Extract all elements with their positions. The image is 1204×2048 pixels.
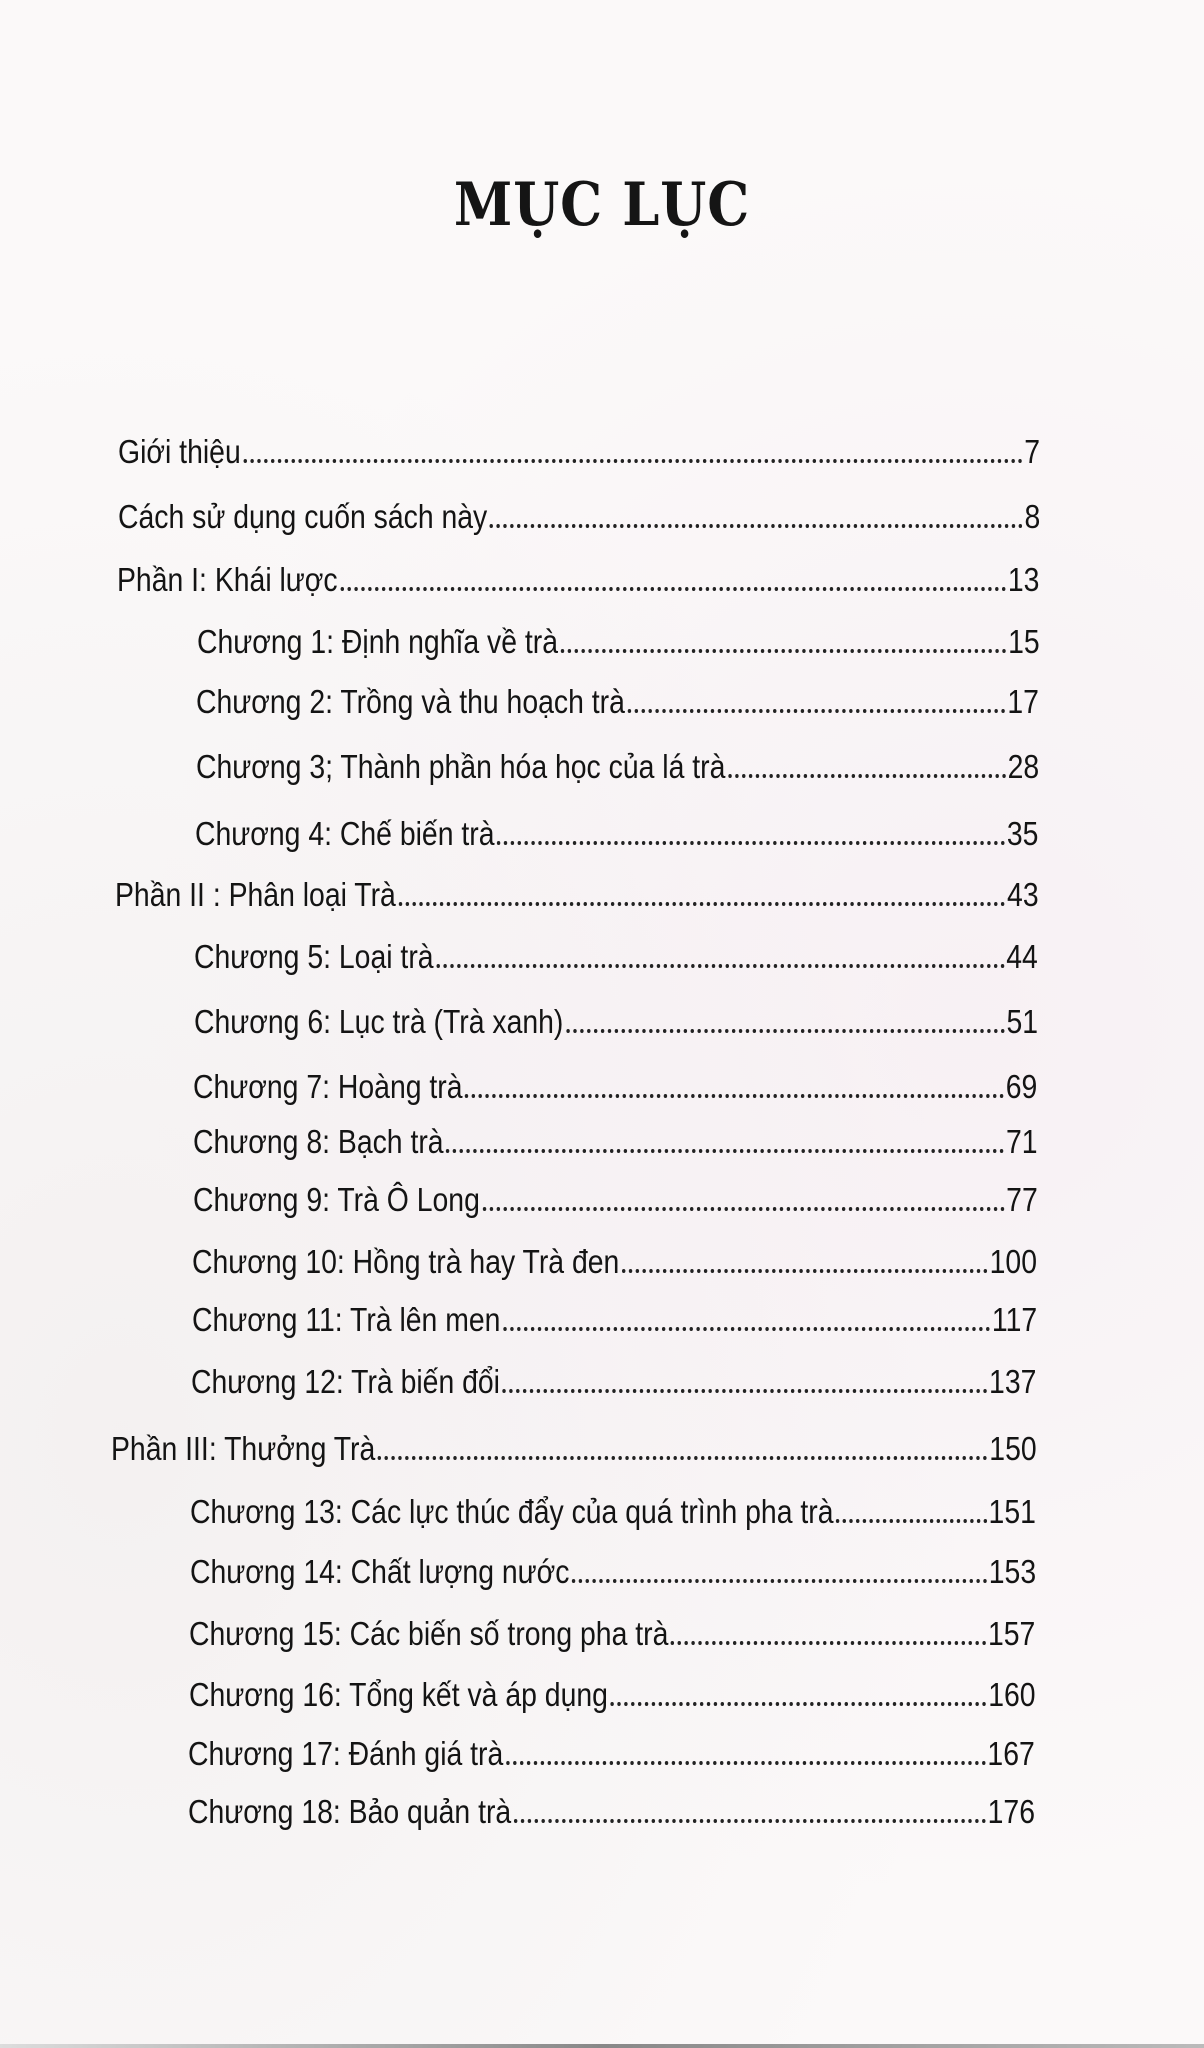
dot-leader [560,649,1006,653]
toc-entry-label: Phần II : Phân loại Trà [114,876,396,913]
toc-chapter-entry [194,986,1038,1042]
toc-entry-label: Chương 7: Hoàng trà [193,1068,463,1105]
toc-page-number: 157 [988,1615,1036,1652]
dot-leader [446,1149,1004,1153]
toc-page-number: 167 [987,1735,1036,1772]
toc-section-entry [118,416,1040,472]
dot-leader [503,1389,988,1393]
dot-leader [497,841,1005,845]
toc-chapter-entry [188,1718,1035,1774]
toc-entry-label: Chương 11: Trà lên men [191,1301,501,1338]
toc-page-number: 13 [1007,561,1040,598]
toc-page-number: 151 [988,1493,1037,1530]
toc-chapter-entry [191,1346,1036,1402]
toc-chapter-entry [190,1476,1036,1532]
toc-page-number: 43 [1006,876,1039,913]
toc-chapter-entry [194,921,1038,977]
dot-leader [836,1519,987,1523]
dot-leader [503,1327,990,1331]
dot-leader [610,1702,986,1706]
toc-entry-label: Chương 14: Chất lượng nước [189,1553,570,1590]
toc-entry-label: Chương 15: Các biến số trong pha trà [189,1615,669,1652]
toc-section-entry [111,1413,1037,1469]
dot-leader [728,774,1006,778]
toc-page-number: 100 [989,1243,1038,1280]
dot-leader [436,964,1004,968]
toc-entry-label: Chương 1: Định nghĩa về trà [196,623,558,660]
dot-leader [398,902,1005,906]
dot-leader [340,587,1006,591]
toc-page-number: 28 [1007,748,1039,785]
toc-chapter-entry [196,666,1039,722]
page-title: MỤC LỤC [453,170,751,240]
toc-page-number: 8 [1023,498,1040,535]
toc-chapter-entry [193,1164,1038,1220]
toc-page-number: 7 [1024,433,1040,470]
toc-page-number: 44 [1006,938,1039,975]
toc-entry-label: Chương 13: Các lực thúc đẩy của quá trình pha trà [190,1493,834,1530]
dot-leader [628,709,1006,713]
toc-section-entry [117,544,1039,600]
toc-entry-label: Chương 12: Trà biến đổi [191,1363,501,1400]
toc-chapter-entry [196,731,1039,787]
toc-page-number: 153 [988,1553,1036,1590]
dot-leader [506,1761,986,1765]
toc-entry-label: Giới thiệu [118,433,241,470]
toc-chapter-entry [192,1284,1037,1340]
toc-chapter-entry [189,1659,1036,1715]
dot-leader [671,1641,986,1645]
toc-chapter-entry [190,1536,1036,1592]
toc-chapter-entry [192,1226,1037,1282]
toc-page-number: 15 [1007,623,1040,660]
toc-entry-label: Chương 17: Đánh giá trà [188,1735,504,1772]
toc-entry-label: Chương 6: Lục trà (Trà xanh) [193,1003,564,1040]
dot-leader [622,1269,988,1273]
toc-page-number: 137 [989,1363,1037,1400]
toc-page-number: 69 [1006,1068,1038,1105]
toc-entry-label: Chương 10: Hồng trà hay Trà đen [192,1243,620,1280]
toc-page-number: 160 [988,1676,1036,1713]
dot-leader [572,1579,987,1583]
toc-chapter-entry [193,1106,1038,1162]
dot-leader [489,524,1022,528]
toc-entry-label: Chương 4: Chế biến trà [195,815,495,852]
dot-leader [465,1094,1004,1098]
toc-page-number: 35 [1007,815,1039,852]
dot-leader [482,1207,1004,1211]
toc-page-number: 51 [1006,1003,1038,1040]
toc-chapter-entry [188,1776,1035,1832]
toc-page-number: 150 [988,1430,1037,1467]
toc-entry-label: Phần III: Thưởng Trà [110,1430,375,1467]
toc-page-number: 71 [1005,1123,1038,1160]
toc-chapter-entry [195,798,1038,854]
toc-entry-label: Chương 5: Loại trà [194,938,434,975]
dot-leader [566,1029,1005,1033]
toc-entry-label: Chương 8: Bạch trà [192,1123,444,1160]
toc-section-entry [115,859,1039,915]
toc-page-number: 17 [1007,683,1040,720]
toc-page-number: 77 [1005,1181,1038,1218]
toc-entry-label: Cách sử dụng cuốn sách này [117,498,487,535]
toc-chapter-entry [193,1051,1037,1107]
dot-leader [377,1456,987,1460]
toc-page-number: 176 [987,1793,1035,1830]
toc-entry-label: Chương 2: Trồng và thu hoạch trà [196,683,626,720]
toc-entry-label: Chương 16: Tổng kết và áp dụng [188,1676,608,1713]
toc-section-entry [118,481,1040,537]
toc-entry-label: Phần I: Khái lược [117,561,338,598]
toc-page-number: 117 [991,1301,1037,1338]
toc-chapter-entry [189,1598,1035,1654]
toc-entry-label: Chương 3; Thành phần hóa học của lá trà [195,748,726,785]
toc-entry-label: Chương 18: Bảo quản trà [188,1793,512,1830]
dot-leader [243,459,1022,463]
page-bottom-edge [0,2044,1204,2048]
toc-entry-label: Chương 9: Trà Ô Long [192,1181,480,1218]
toc-chapter-entry [197,606,1040,662]
dot-leader [514,1819,986,1823]
